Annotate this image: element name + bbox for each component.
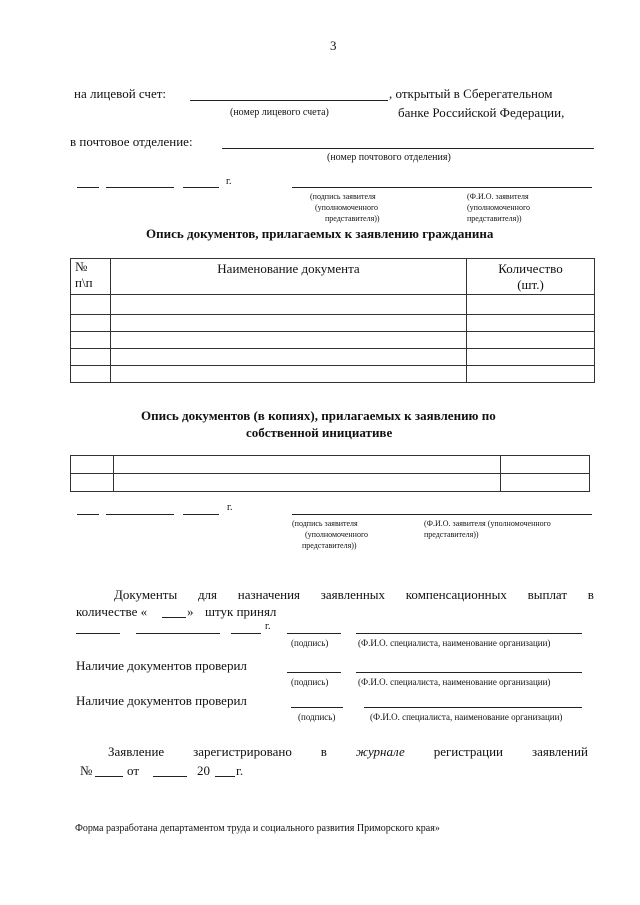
date-day-field[interactable] bbox=[76, 633, 120, 634]
year-suffix: г. bbox=[265, 621, 271, 632]
table-cell[interactable] bbox=[71, 295, 111, 315]
col-qty-line2: (шт.) bbox=[517, 277, 544, 292]
date-day-field[interactable] bbox=[77, 514, 99, 515]
account-suffix: , открытый в Сберегательном bbox=[389, 86, 553, 101]
word: заявленных bbox=[320, 587, 386, 602]
date-year-field[interactable] bbox=[183, 514, 219, 515]
postal-hint: (номер почтового отделения) bbox=[327, 152, 451, 163]
date-month-field[interactable] bbox=[106, 187, 174, 188]
table-row bbox=[71, 315, 595, 332]
accepted-fio-hint: (Ф.И.О. специалиста, наименование организации) bbox=[358, 638, 551, 648]
fio-hint-line1: (Ф.И.О. заявителя (уполномоченного bbox=[424, 519, 551, 528]
col-number-line1: № bbox=[75, 259, 88, 274]
date-year-field[interactable] bbox=[183, 187, 219, 188]
table-row bbox=[71, 295, 595, 315]
word: в bbox=[587, 587, 594, 602]
table-row bbox=[71, 332, 595, 349]
table-row bbox=[71, 349, 595, 366]
signature-line[interactable] bbox=[292, 514, 592, 515]
table-cell[interactable] bbox=[111, 349, 467, 366]
sign-hint-line1: (подпись заявителя bbox=[310, 192, 376, 201]
reg-year: 20 bbox=[197, 763, 210, 778]
word: компенсационных bbox=[405, 587, 507, 602]
accepted-qty-close: » bbox=[187, 604, 194, 619]
registered-line1 bbox=[108, 744, 588, 760]
account-hint: (номер лицевого счета) bbox=[230, 107, 329, 118]
fio-hint-line3: представителя)) bbox=[467, 214, 522, 223]
table-row bbox=[71, 366, 595, 383]
col-qty-header bbox=[467, 259, 595, 295]
date-year-field[interactable] bbox=[231, 633, 261, 634]
word: регистрации bbox=[433, 744, 504, 759]
inventory2-table bbox=[70, 455, 590, 492]
sign-hint-line1: (подпись заявителя bbox=[292, 519, 358, 528]
date-day-field[interactable] bbox=[77, 187, 99, 188]
table-cell[interactable] bbox=[111, 315, 467, 332]
word: Документы bbox=[114, 587, 178, 602]
specialist-field[interactable] bbox=[364, 707, 582, 708]
specialist-field[interactable] bbox=[356, 633, 582, 634]
sign-hint-line3: представителя)) bbox=[325, 214, 380, 223]
inventory2-title-line1: Опись документов (в копиях), прилагаемых к заявлению по bbox=[141, 408, 496, 423]
fio-hint-line2: (уполномоченного bbox=[467, 203, 531, 212]
reg-number-field[interactable] bbox=[95, 776, 123, 777]
accepted-qty-suffix: штук принял bbox=[205, 604, 277, 619]
table-header-row bbox=[71, 259, 595, 295]
year-suffix: г. bbox=[227, 502, 233, 513]
page-number: 3 bbox=[330, 38, 337, 53]
fio-hint-line1: (Ф.И.О. заявителя bbox=[467, 192, 529, 201]
table-cell[interactable] bbox=[71, 474, 114, 492]
table-cell[interactable] bbox=[501, 456, 590, 474]
checked1-fio-hint: (Ф.И.О. специалиста, наименование организации) bbox=[358, 677, 551, 687]
fio-hint-line2: представителя)) bbox=[424, 530, 479, 539]
table-cell[interactable] bbox=[71, 456, 114, 474]
word: зарегистрировано bbox=[193, 744, 292, 759]
col-number-header bbox=[71, 259, 111, 295]
table-cell[interactable] bbox=[71, 366, 111, 383]
date-month-field[interactable] bbox=[106, 514, 174, 515]
table-row bbox=[71, 456, 590, 474]
word: для bbox=[197, 587, 218, 602]
signature-field[interactable] bbox=[287, 633, 341, 634]
accepted-line1 bbox=[114, 587, 594, 603]
word: выплат bbox=[527, 587, 568, 602]
accepted-qty-field[interactable] bbox=[162, 617, 186, 618]
checked1-label: Наличие документов проверил bbox=[76, 658, 247, 673]
account-label: на лицевой счет: bbox=[74, 86, 167, 101]
table-cell[interactable] bbox=[71, 349, 111, 366]
checked2-fio-hint: (Ф.И.О. специалиста, наименование организации) bbox=[370, 712, 563, 722]
col-name-header: Наименование документа bbox=[111, 259, 467, 295]
table-cell[interactable] bbox=[114, 456, 501, 474]
accepted-qty-prefix: количестве « bbox=[76, 604, 148, 619]
table-cell[interactable] bbox=[114, 474, 501, 492]
table-cell[interactable] bbox=[111, 295, 467, 315]
bank-name: банке Российской Федерации, bbox=[398, 105, 565, 120]
reg-year-suffix: г. bbox=[236, 763, 244, 778]
sign-hint-line2: (уполномоченного bbox=[305, 530, 369, 539]
sign-hint-line2: (уполномоченного bbox=[315, 203, 379, 212]
reg-from: от bbox=[127, 763, 140, 778]
checked1-sign-hint: (подпись) bbox=[291, 677, 329, 687]
table-cell[interactable] bbox=[467, 332, 595, 349]
specialist-field[interactable] bbox=[356, 672, 582, 673]
account-number-field[interactable] bbox=[190, 100, 388, 101]
table-cell[interactable] bbox=[467, 349, 595, 366]
reg-year-field[interactable] bbox=[215, 776, 235, 777]
table-cell[interactable] bbox=[467, 295, 595, 315]
word: Заявление bbox=[108, 744, 165, 759]
checked2-label: Наличие документов проверил bbox=[76, 693, 247, 708]
reg-date-field[interactable] bbox=[153, 776, 187, 777]
sign-hint-line3: представителя)) bbox=[302, 541, 357, 550]
date-month-field[interactable] bbox=[136, 633, 220, 634]
inventory1-table bbox=[70, 258, 595, 383]
col-qty-line1: Количество bbox=[498, 261, 563, 276]
postal-office-field[interactable] bbox=[222, 148, 594, 149]
table-row bbox=[71, 474, 590, 492]
reg-num-prefix: № bbox=[80, 763, 93, 778]
accepted-sign-hint: (подпись) bbox=[291, 638, 329, 648]
checked2-sign-hint: (подпись) bbox=[298, 712, 336, 722]
footer-note: Форма разработана департаментом труда и социального развития Приморского края» bbox=[75, 823, 440, 834]
signature-line[interactable] bbox=[292, 187, 592, 188]
postal-label: в почтовое отделение: bbox=[70, 134, 193, 149]
year-suffix: г. bbox=[226, 176, 232, 187]
table-cell[interactable] bbox=[111, 366, 467, 383]
table-cell[interactable] bbox=[501, 474, 590, 492]
signature-field[interactable] bbox=[291, 707, 343, 708]
signature-field[interactable] bbox=[287, 672, 341, 673]
word: в bbox=[320, 744, 327, 759]
table-cell[interactable] bbox=[71, 315, 111, 332]
table-cell[interactable] bbox=[467, 366, 595, 383]
word: заявлений bbox=[531, 744, 588, 759]
table-cell[interactable] bbox=[71, 332, 111, 349]
inventory1-title: Опись документов, прилагаемых к заявлению гражданина bbox=[146, 226, 494, 241]
word: назначения bbox=[237, 587, 301, 602]
table-cell[interactable] bbox=[111, 332, 467, 349]
col-number-line2: п\п bbox=[75, 275, 93, 290]
table-cell[interactable] bbox=[467, 315, 595, 332]
inventory2-title-line2: собственной инициативе bbox=[246, 425, 393, 440]
word: журнале bbox=[355, 744, 405, 759]
